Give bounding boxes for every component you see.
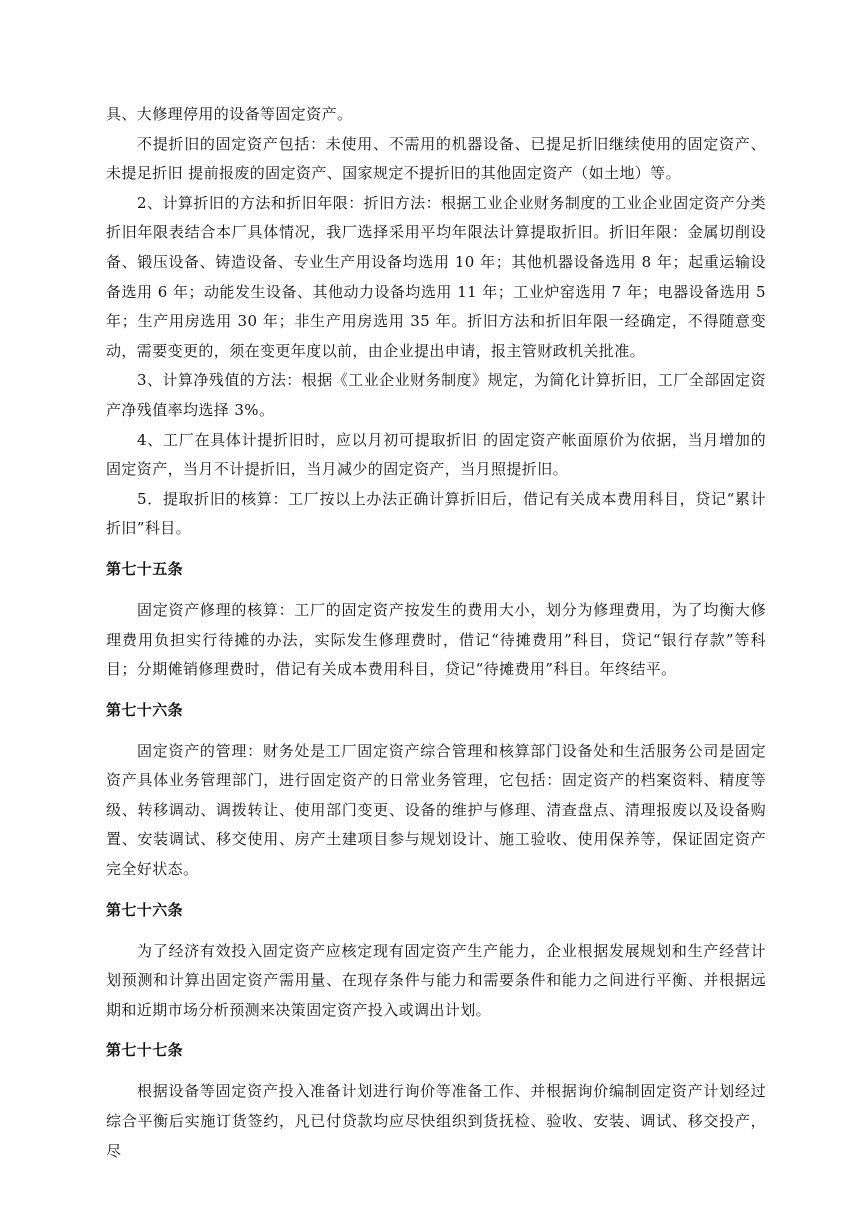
paragraph-depreciation-method: 2、计算折旧的方法和折旧年限：折旧方法：根据工业企业财务制度的工业企业固定资产分类折旧年限表结合本厂具体情况，我厂选择采用平均年限法计算提取折旧。折旧年限：金属切削设备、锻压设备、铸造设备、专业生产用设备均选用 10 年；其他机器设备选用 8 年；起重运输设备选用 6 年；动能发生设备、其他动力设备均选用 11 年；工业炉窑选用 7 年；电器设备选用 5 年；生产用房选用 30 年；非生产用房选用 35 年。折旧方法和折旧年限一经确定，不得随意变动，需要变更的，须在变更年度以前，由企业提出申请，报主管财政机关批准。 <box>106 193 766 360</box>
paragraph-residual-value: 3、计算净残值的方法：根据《工业企业财务制度》规定，为简化计算折旧，工厂全部固定资产净残值率均选择 3%。 <box>106 371 766 419</box>
article-75-heading: 第七十五条 <box>106 559 184 578</box>
article-75-body: 固定资产修理的核算：工厂的固定资产按发生的费用大小，划分为修理费用，为了均衡大修理费用负担实行待摊的办法，实际发生修理费时，借记“待摊费用”科目，贷记“银行存款”等科目；分期傩销修理费时，借记有关成本费用科目，贷记“待摊费用”科目。年终结平。 <box>106 600 766 679</box>
article-76-heading: 第七十六条 <box>106 700 184 719</box>
document-page <box>106 100 766 1166</box>
article-76-body: 固定资产的管理：财务处是工厂固定资产综合管理和核算部门设备处和生活服务公司是固定资产具体业务管理部门，进行固定资产的日常业务管理，它包括：固定资产的档案资料、精度等级、转移调动、调拨转让、使用部门变更、设备的维护与修理、清查盘点、清理报废以及设备购置、安装调试、移交使用、房产土建项目参与规划设计、施工验收、使用保养等，保证固定资产完全好状态。 <box>106 741 766 879</box>
article-77-heading: 第七十七条 <box>106 1041 184 1060</box>
paragraph-depreciation-accounting: 5．提取折旧的核算：工厂按以上办法正确计算折旧后，借记有关成本费用科目，贷记“累计折旧”科目。 <box>106 489 766 538</box>
article-76b-body: 为了经济有效投入固定资产应核定现有固定资产生产能力，企业根据发展规划和生产经营计划预测和计算出固定资产需用量、在现存条件与能力和需要条件和能力之间进行平衡、并根据远期和近期市场分析预测来决策固定资产投入或调出计划。 <box>106 941 766 1019</box>
article-77-body: 根据设备等固定资产投入准备计划进行询价等准备工作、并根据询价编制固定资产计划经过综合平衡后实施订货签约，凡已付贷款均应尽快组织到货抚检、验收、安装、调试、移交投产，尽 <box>106 1082 766 1160</box>
paragraph-continuation: 具、大修理停用的设备等固定资产。 <box>106 105 353 123</box>
article-76b-heading: 第七十六条 <box>106 900 184 919</box>
paragraph-non-depreciable: 不提折旧的固定资产包括：未使用、不需用的机器设备、已提足折旧继续使用的固定资产、未提足折旧 提前报废的固定资产、国家规定不提折旧的其他固定资产（如土地）等。 <box>106 134 766 183</box>
paragraph-monthly-depreciation: 4、工厂在具体计提折旧时，应以月初可提取折旧 的固定资产帐面原价为依据，当月增加的固定资产，当月不计提折旧，当月减少的固定资产，当月照提折旧。 <box>106 430 766 479</box>
